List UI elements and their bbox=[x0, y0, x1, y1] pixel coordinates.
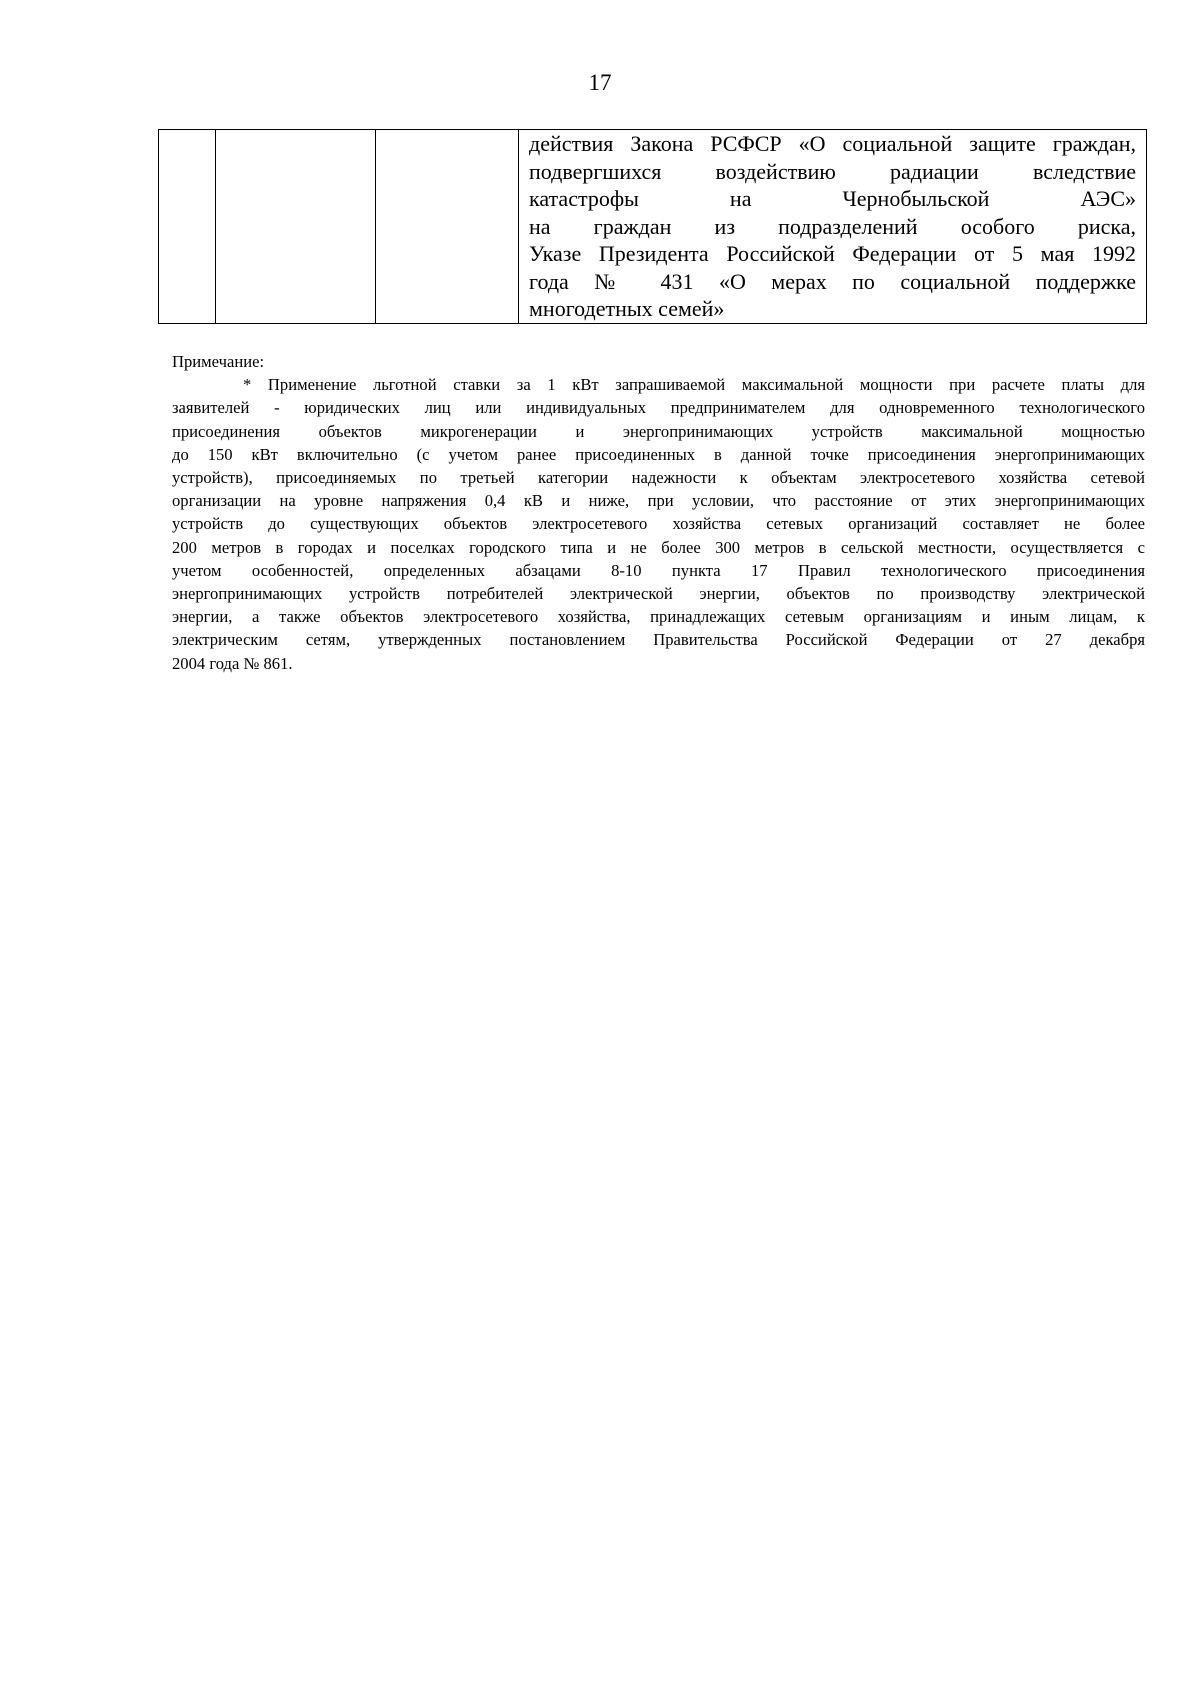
cell-line: действия Закона РСФСР «О социальной защите граждан, bbox=[529, 131, 1136, 156]
note-line: заявителей - юридических лиц или индивидуальных предпринимателем для одновременного технологического bbox=[172, 398, 1145, 418]
note-line: устройств до существующих объектов электросетевого хозяйства сетевых организаций составляет не более bbox=[172, 514, 1145, 534]
note-line: электрическим сетям, утвержденных постановлением Правительства Российской Федерации от 27 декабря bbox=[172, 630, 1145, 650]
cell-line: подвергшихся воздействию радиации вследствие bbox=[529, 158, 1136, 184]
table-cell-1 bbox=[159, 130, 216, 324]
note-line: 200 метров в городах и поселках городского типа и не более 300 метров в сельской местности, осуществляется с bbox=[172, 537, 1145, 557]
table-cell-4 bbox=[519, 130, 1147, 324]
table-cell-3 bbox=[376, 130, 519, 324]
cell-line: многодетных семей» bbox=[529, 296, 725, 321]
note-line: 2004 года № 861. bbox=[172, 653, 293, 673]
table-row bbox=[159, 130, 1147, 324]
note-line: энергопринимающих устройств потребителей электрической энергии, объектов по производству электрической bbox=[172, 584, 1145, 604]
cell-line: на граждан из подразделений особого риска, bbox=[529, 213, 1136, 239]
note-heading: Примечание: bbox=[172, 352, 265, 371]
table-cell-text bbox=[519, 130, 1146, 323]
note-line: * Применение льготной ставки за 1 кВт запрашиваемой максимальной мощности при расчете платы для bbox=[243, 375, 1145, 395]
table-cell-2 bbox=[216, 130, 376, 324]
note-line: до 150 кВт включительно (с учетом ранее присоединенных в данной точке присоединения энергопринимающих bbox=[172, 444, 1145, 464]
note-line: устройств), присоединяемых по третьей категории надежности к объектам электросетевого хозяйства сетевой bbox=[172, 468, 1145, 488]
footnote-section bbox=[172, 350, 1145, 675]
note-line: энергии, а также объектов электросетевого хозяйства, принадлежащих сетевым организациям и иным лицам, к bbox=[172, 607, 1145, 627]
cell-line: года № 431 «О мерах по социальной поддержке bbox=[529, 268, 1136, 294]
continued-table bbox=[158, 129, 1147, 324]
note-line: организации на уровне напряжения 0,4 кВ и ниже, при условии, что расстояние от этих энергопринимающих bbox=[172, 491, 1145, 511]
note-paragraph bbox=[172, 373, 1145, 675]
page-number: 17 bbox=[588, 70, 612, 95]
note-line: присоединения объектов микрогенерации и энергопринимающих устройств максимальной мощностью bbox=[172, 421, 1145, 441]
note-line: учетом особенностей, определенных абзацами 8-10 пункта 17 Правил технологического присоединения bbox=[172, 560, 1145, 580]
cell-line: Указе Президента Российской Федерации от 5 мая 1992 bbox=[529, 241, 1136, 266]
cell-line: катастрофы на Чернобыльской АЭС» bbox=[529, 186, 1136, 211]
